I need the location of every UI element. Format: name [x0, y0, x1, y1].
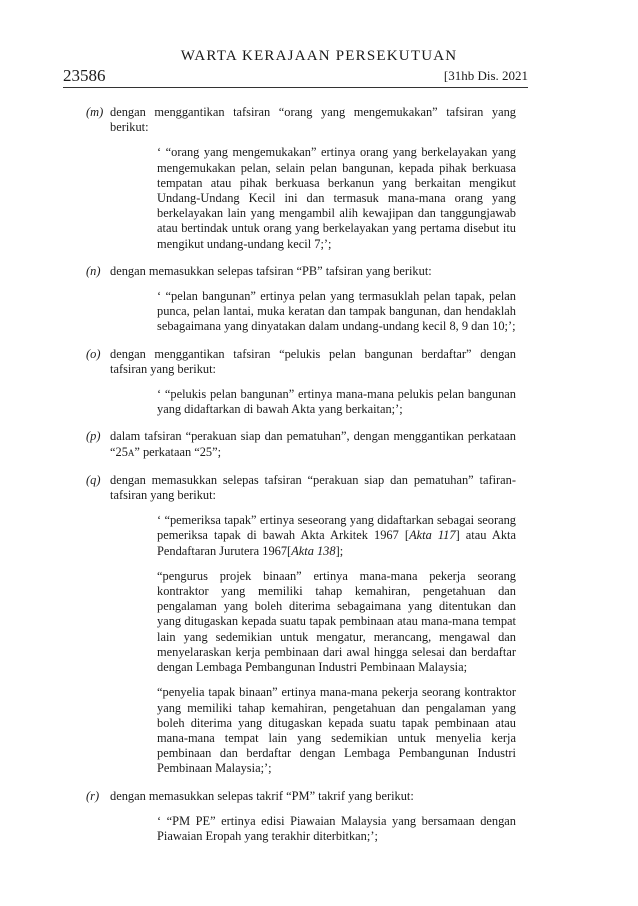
- item-label: (r): [86, 788, 100, 803]
- item-text: dengan memasukkan selepas tafsiran “perakuan siap dan pematuhan” tafiran-tafsiran yang berikut:: [110, 472, 516, 503]
- item-label: (m): [86, 105, 104, 119]
- amendment-item-p: [86, 429, 516, 460]
- item-text-after: ” perkataan “25”;: [134, 444, 222, 459]
- gazette-date: [31hb Dis. 2021: [443, 68, 528, 83]
- item-text: [110, 429, 516, 460]
- definition-quote: ‘ “pelan bangunan” ertinya pelan yang termasuklah pelan tapak, pelan punca, pelan lantai, muka keratan dan tampak bangunan, dan hendaklah sebagaimana yang dinyatakan dalam undang-undang kecil 8, 9 dan 10;’;: [157, 289, 516, 334]
- amendment-item-o: [86, 346, 516, 418]
- small-caps-letter: A: [127, 447, 135, 458]
- item-text: dengan menggantikan tafsiran “orang yang mengemukakan” tafsiran yang berikut:: [110, 105, 516, 135]
- amendment-item-n: [86, 263, 516, 335]
- document-body: [86, 105, 516, 856]
- header-divider: [63, 87, 528, 88]
- item-label: (q): [86, 472, 101, 487]
- amendment-item-m: [86, 105, 516, 252]
- definition-quote: “pengurus projek binaan” ertinya mana-mana pekerja seorang kontraktor yang memiliki tahap kemahiran, pengetahuan dan pengalaman yang boleh diterima sebagaimana yang ditentukan dan yang ditugaskan kepada suatu tapak pembinaan atau mana-mana tempat lain yang sedemikian untuk mengatur, merancang, mengawal dan menyelaraskan kerja pembinaan dari awal hingga selesai dan berdaftar dengan Lembaga Pembangunan Industri Pembinaan Malaysia;: [157, 568, 516, 675]
- item-label: (n): [86, 263, 101, 278]
- page-number: 23586: [63, 66, 106, 85]
- act-reference: Akta 117: [409, 528, 456, 543]
- quote-text: ] atau Akta Pendaftaran Jurutera 1967[: [157, 528, 516, 558]
- item-label: (p): [86, 429, 101, 444]
- quote-text: ];: [335, 543, 344, 558]
- amendment-item-q: [86, 472, 516, 777]
- amendment-item-r: [86, 788, 516, 845]
- item-text: dengan menggantikan tafsiran “pelukis pelan bangunan berdaftar” dengan tafsiran yang berikut:: [110, 346, 516, 376]
- definition-quote: ‘ “PM PE” ertinya edisi Piawaian Malaysia yang bersamaan dengan Piawaian Eropah yang terakhir diterbitkan;’;: [157, 813, 516, 843]
- definition-quote: ‘ “orang yang mengemukakan” ertinya orang yang berkelayakan yang mengemukakan pelan, selain pelan bangunan, kepada pihak berkuasa tempatan atau pihak berkuasa berkanun yang berkaitan mengikut Undang-Undang Kecil ini dan termasuk mana-mana orang yang berkelayakan lain yang mengambil alih kewajipan dan tanggungjawab atau bertindak untuk orang yang berkelayakan yang pertama disebut itu mengikut undang-undang kecil 7;’;: [157, 145, 516, 251]
- definition-quote: [157, 513, 516, 559]
- quote-text: ‘ “pemeriksa tapak” ertinya seseorang yang didaftarkan sebagai seorang pemeriksa tapak di bawah Akta Arkitek 1967 [: [157, 513, 516, 543]
- item-label: (o): [86, 346, 101, 361]
- item-text: dengan memasukkan selepas takrif “PM” takrif yang berikut:: [110, 788, 414, 803]
- item-text-before: dalam tafsiran “perakuan siap dan pematuhan”, dengan menggantikan perkataan “25: [110, 429, 516, 459]
- gazette-title: WARTA KERAJAAN PERSEKUTUAN: [180, 48, 458, 64]
- definition-quote: ‘ “pelukis pelan bangunan” ertinya mana-mana pelukis pelan bangunan yang didaftarkan di bawah Akta yang berkaitan;’;: [157, 387, 516, 417]
- item-text: dengan memasukkan selepas tafsiran “PB” tafsiran yang berikut:: [110, 263, 432, 278]
- act-reference: Akta 138: [291, 543, 336, 558]
- definition-quote: “penyelia tapak binaan” ertinya mana-mana pekerja seorang kontraktor yang memiliki tahap kemahiran, pengetahuan dan pengalaman yang boleh diterima yang ditugaskan kepada suatu tapak pembinaan atau mana-mana tempat lain yang sedemikian untuk menyelia kerja pembinaan dan berdaftar dengan Lembaga Pembangunan Industri Pembinaan Malaysia;’;: [157, 685, 516, 776]
